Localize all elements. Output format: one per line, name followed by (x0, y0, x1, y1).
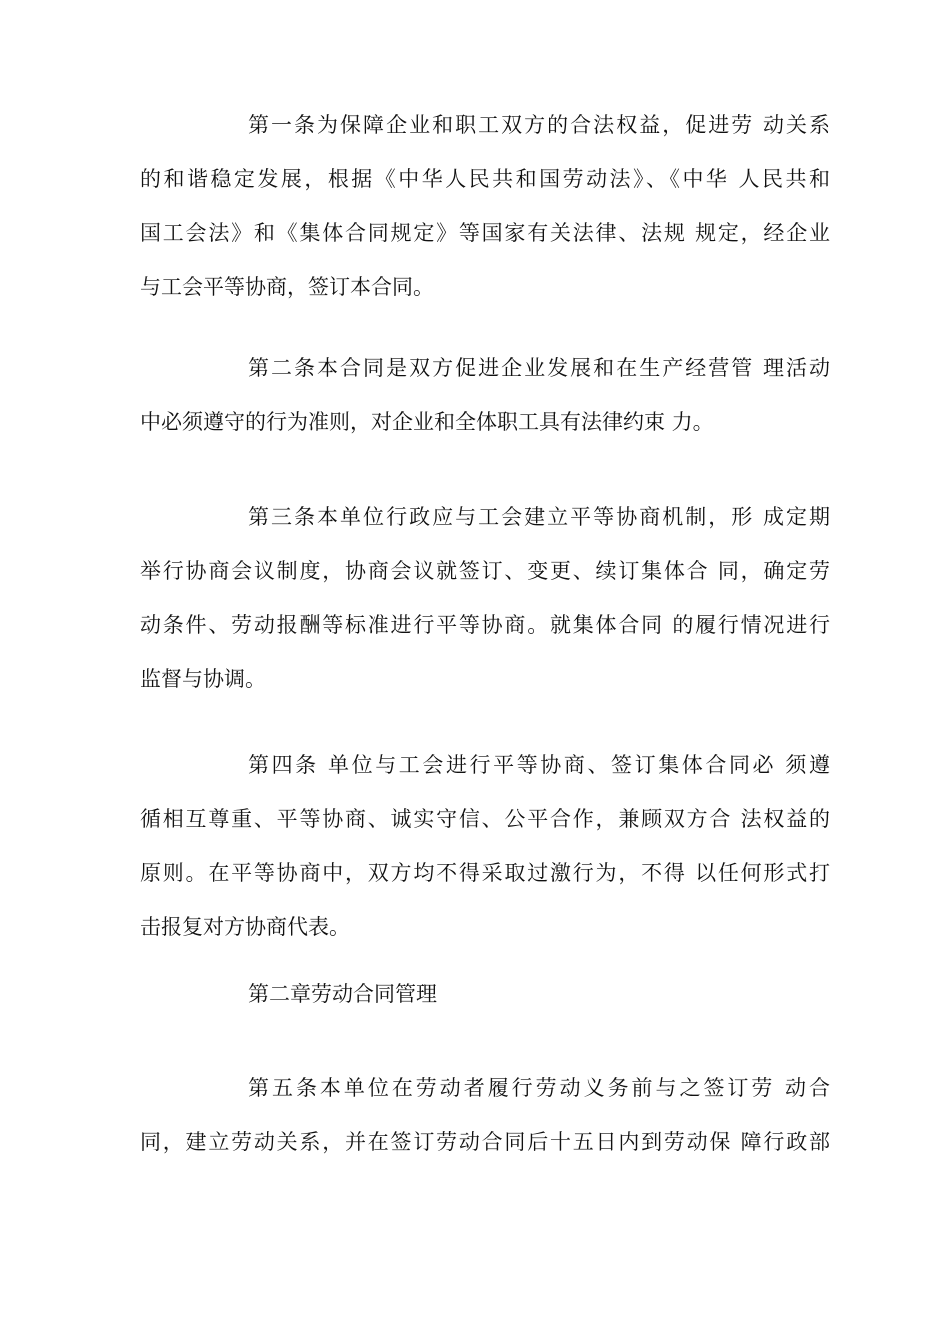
text-line: 国工会法》和《集体合同规定》等国家有关法律、法规 规定，经企业 (140, 221, 830, 245)
text-line: 第一条为保障企业和职工双方的合法权益，促进劳 动关系 (248, 113, 830, 137)
article-4-paragraph (140, 738, 830, 954)
text-line: 动条件、劳动报酬等标准进行平等协商。就集体合同 的履行情况进行 (140, 613, 830, 637)
article-1-paragraph (140, 98, 830, 314)
text-line: 击报复对方协商代表。 (140, 915, 350, 939)
article-5-paragraph (140, 1061, 830, 1169)
article-2-paragraph (140, 341, 830, 449)
text-line: 第三条本单位行政应与工会建立平等协商机制，形 成定期 (248, 505, 830, 529)
text-line: 同，建立劳动关系，并在签订劳动合同后十五日内到劳动保 障行政部 (140, 1130, 830, 1154)
text-line: 中必须遵守的行为准则，对企业和全体职工具有法律约束 力。 (140, 410, 714, 434)
text-line: 监督与协调。 (140, 667, 266, 691)
text-line: 第二条本合同是双方促进企业发展和在生产经营管 理活动 (248, 356, 830, 380)
text-line: 的和谐稳定发展，根据《中华人民共和国劳动法》、《中华 人民共和 (140, 167, 830, 191)
text-line: 第五条本单位在劳动者履行劳动义务前与之签订劳 动合 (248, 1076, 830, 1100)
text-line: 循相互尊重、平等协商、诚实守信、公平合作，兼顾双方合 法权益的 (140, 807, 830, 831)
text-line: 第四条 单位与工会进行平等协商、签订集体合同必 须遵 (248, 753, 830, 777)
chapter-heading: 第二章劳动合同管理 (248, 982, 437, 1006)
text-line: 举行协商会议制度，协商会议就签订、变更、续订集体合 同，确定劳 (140, 559, 830, 583)
article-3-paragraph (140, 490, 830, 706)
text-line: 与工会平等协商，签订本合同。 (140, 275, 434, 299)
text-line: 原则。在平等协商中，双方均不得采取过激行为，不得 以任何形式打 (140, 861, 830, 885)
